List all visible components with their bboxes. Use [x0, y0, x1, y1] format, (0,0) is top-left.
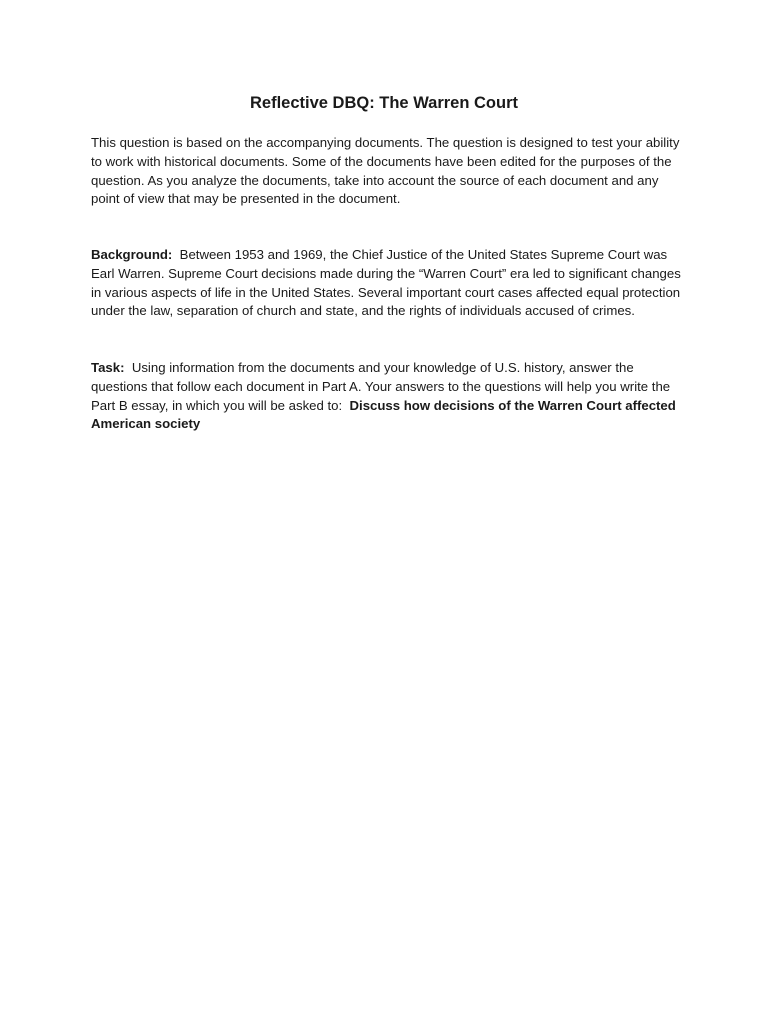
essay-prompt: Discuss how decisions of the Warren Court affected American society [91, 397, 676, 432]
task-paragraph [91, 359, 681, 434]
background-paragraph [91, 246, 681, 321]
document-title: Reflective DBQ: The Warren Court [249, 94, 518, 112]
task-label: Task: [91, 360, 125, 375]
background-text: Between 1953 and 1969, the Chief Justice of the United States Supreme Court was Earl Warren. Supreme Court decisions made during the “Warren Court” era led to significant changes in various aspects of life in the United States. Several important court cases affected equal protection under the law, separation of church and state, and the rights of individuals accused of crimes. [91, 247, 681, 319]
task-text: Using information from the documents and your knowledge of U.S. history, answer the questions that follow each document in Part A. Your answers to the questions will help you write the Part B essay, in which you will be asked to: [91, 360, 671, 413]
intro-paragraph: This question is based on the accompanying documents. The question is designed to test your ability to work with historical documents. Some of the documents have been edited for the purposes of the question. As you analyze the documents, take into account the source of each document and any point of view that may be presented in the document. [91, 135, 680, 207]
background-label: Background: [91, 247, 173, 262]
